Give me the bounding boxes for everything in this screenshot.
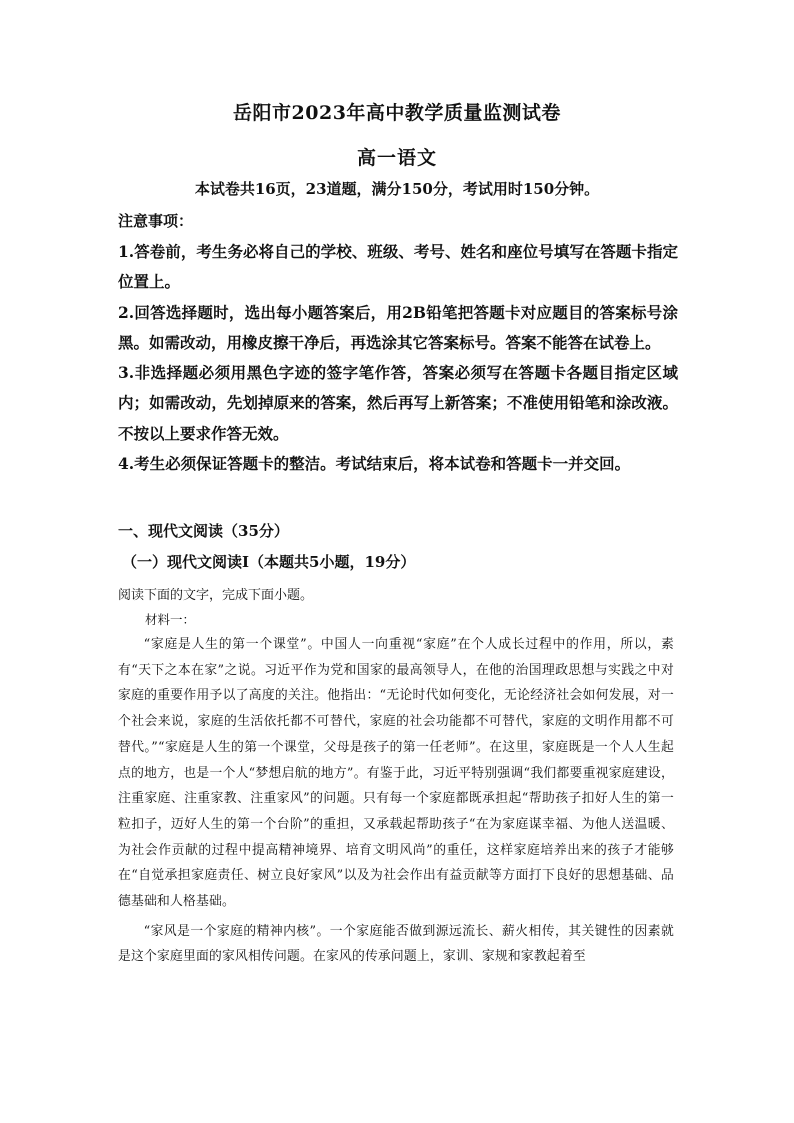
- exam-subject: 高一语文: [356, 147, 437, 169]
- notice-item-2: 2.回答选择题时，选出每小题答案后，用2B铅笔把答题卡对应题目的答案标号涂黑。如需改动，用橡皮擦干净后，再选涂其它答案标号。答案不能答在试卷上。: [118, 302, 678, 352]
- exam-title: 岳阳市2023年高中教学质量监测试卷: [233, 102, 561, 124]
- notices-list: [118, 237, 678, 479]
- notices-heading: 注意事项：: [118, 212, 194, 230]
- notice-item-4: 4.考生必须保证答题卡的整洁。考试结束后，将本试卷和答题卡一并交回。: [118, 454, 631, 474]
- reading-passage: [118, 632, 674, 974]
- exam-info: 本试卷共16页，23道题，满分150分，考试用时150分钟。: [194, 180, 600, 198]
- notice-item-1: 1.答卷前，考生务必将自己的学校、班级、考号、姓名和座位号填写在答题卡指定位置上。: [118, 242, 678, 292]
- material-label: 材料一：: [145, 612, 196, 627]
- passage-paragraph-1: “家庭是人生的第一个课堂”。中国人一向重视“家庭”在个人成长过程中的作用，所以，素有“天下之本在家”之说。习近平作为党和国家的最高领导人，在他的治国理政思想与实践之中对家庭的重要作用予以了高度的关注。他指出：“无论时代如何变化，无论经济社会如何发展，对一个社会来说，家庭的生活依托都不可替代，家庭的社会功能都不可替代，家庭的文明作用都不可替代。”“家庭是人生的第一个课堂，父母是孩子的第一任老师”。在这里，家庭既是一个人人生起点的地方，也是一个人“梦想启航的地方”。有鉴于此，习近平特别强调“我们都要重视家庭建设，注重家庭、注重家教、注重家风”的问题。只有每一个家庭都既承担起“帮助孩子扣好人生的第一粒扣子，迈好人生的第一个台阶”的重担，又承载起帮助孩子“在为家庭谋幸福、为他人送温暖、为社会作贡献的过程中提高精神境界、培育文明风尚”的重任，这样家庭培养出来的孩子才能够在“自觉承担家庭责任、树立良好家风”以及为社会作出有益贡献等方面打下良好的思想基础、品德基础和人格基础。: [118, 637, 674, 910]
- reading-instruction: 阅读下面的文字，完成下面小题。: [118, 588, 314, 603]
- subsection-heading: （一）现代文阅读Ⅰ（本题共5小题，19分）: [122, 553, 416, 571]
- passage-paragraph-2: “家风是一个家庭的精神内核”。一个家庭能否做到源远流长、薪火相传，其关键性的因素就是这个家庭里面的家风相传问题。在家风的传承问题上，家训、家规和家教起着至: [118, 923, 674, 965]
- section-heading: 一、现代文阅读（35分）: [118, 522, 289, 540]
- notice-item-3: 3.非选择题必须用黑色字迹的签字笔作答，答案必须写在答题卡各题目指定区域内；如需改动，先划掉原来的答案，然后再写上新答案；不准使用铅笔和涂改液。不按以上要求作答无效。: [118, 363, 678, 443]
